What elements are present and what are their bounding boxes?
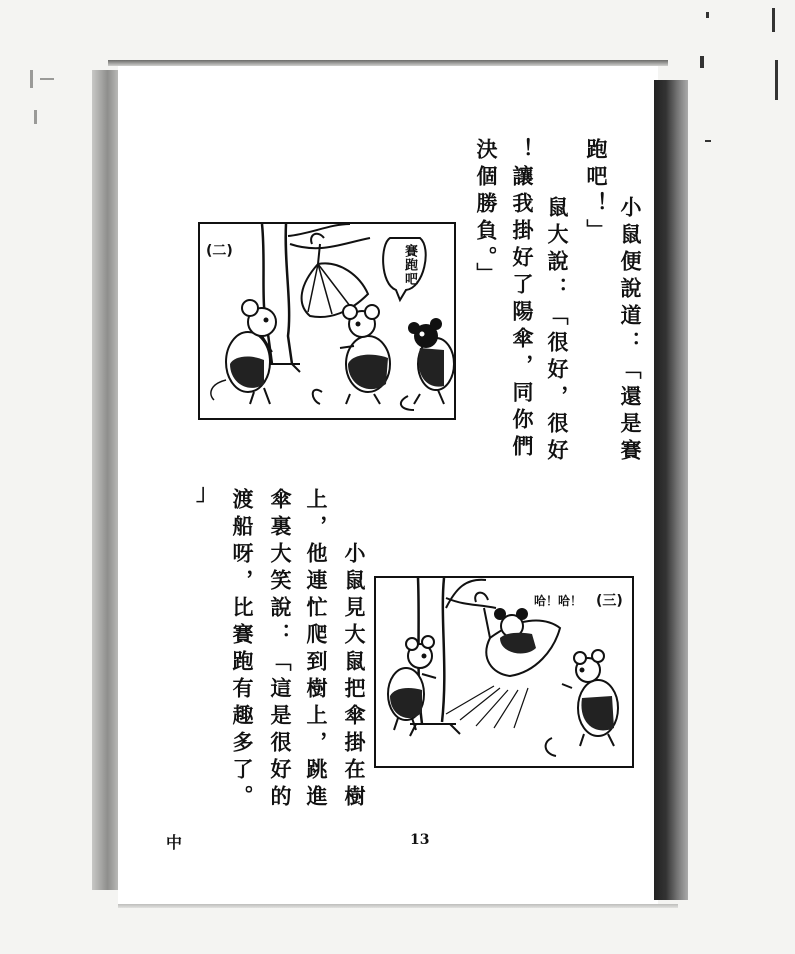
panel-3-label: (三) <box>596 593 623 609</box>
bottom-text-column-1: 小鼠見大鼠把傘掛在樹 <box>342 542 367 812</box>
panel-3-illustration <box>376 578 632 766</box>
scan-speck <box>775 60 778 100</box>
bottom-text-column-2: 上，他連忙爬到樹上，跳進 <box>304 488 329 812</box>
footer-mark: 中 <box>166 833 183 852</box>
top-text-column-1: 小鼠便說道：「還是賽 <box>618 196 643 466</box>
scan-speck <box>700 56 704 68</box>
scan-speck <box>30 70 33 88</box>
bottom-text-column-4: 渡船呀，比賽跑有趣多了。 <box>230 488 255 812</box>
page-number: 13 <box>410 832 430 848</box>
top-text-column-5: 決個勝負。」 <box>474 138 499 290</box>
scan-speck <box>40 78 54 80</box>
page-left-edge-shadow <box>92 70 118 890</box>
top-text-column-4: ！讓我掛好了陽傘，同你們 <box>510 138 535 462</box>
bottom-closing-bracket: 」 <box>196 480 219 506</box>
panel-2-label: (二) <box>206 243 233 259</box>
scan-speck <box>706 12 709 18</box>
comic-panel-3 <box>374 576 634 768</box>
page-right-edge-shadow <box>654 80 688 900</box>
panel-3-exclamation: 哈！哈！ <box>534 594 583 608</box>
panel-2-speech-text: 賽跑吧 <box>402 244 417 286</box>
scan-speck <box>705 140 711 142</box>
top-text-column-3: 鼠大說：「很好，很好 <box>545 196 570 466</box>
scan-speck <box>772 8 775 32</box>
page-bottom-edge <box>118 904 678 908</box>
scan-speck <box>34 110 37 124</box>
top-text-column-2: 跑吧！」 <box>584 138 609 246</box>
bottom-text-column-3: 傘裏大笑說：「這是很好的 <box>268 488 293 812</box>
comic-panel-2 <box>198 222 456 420</box>
